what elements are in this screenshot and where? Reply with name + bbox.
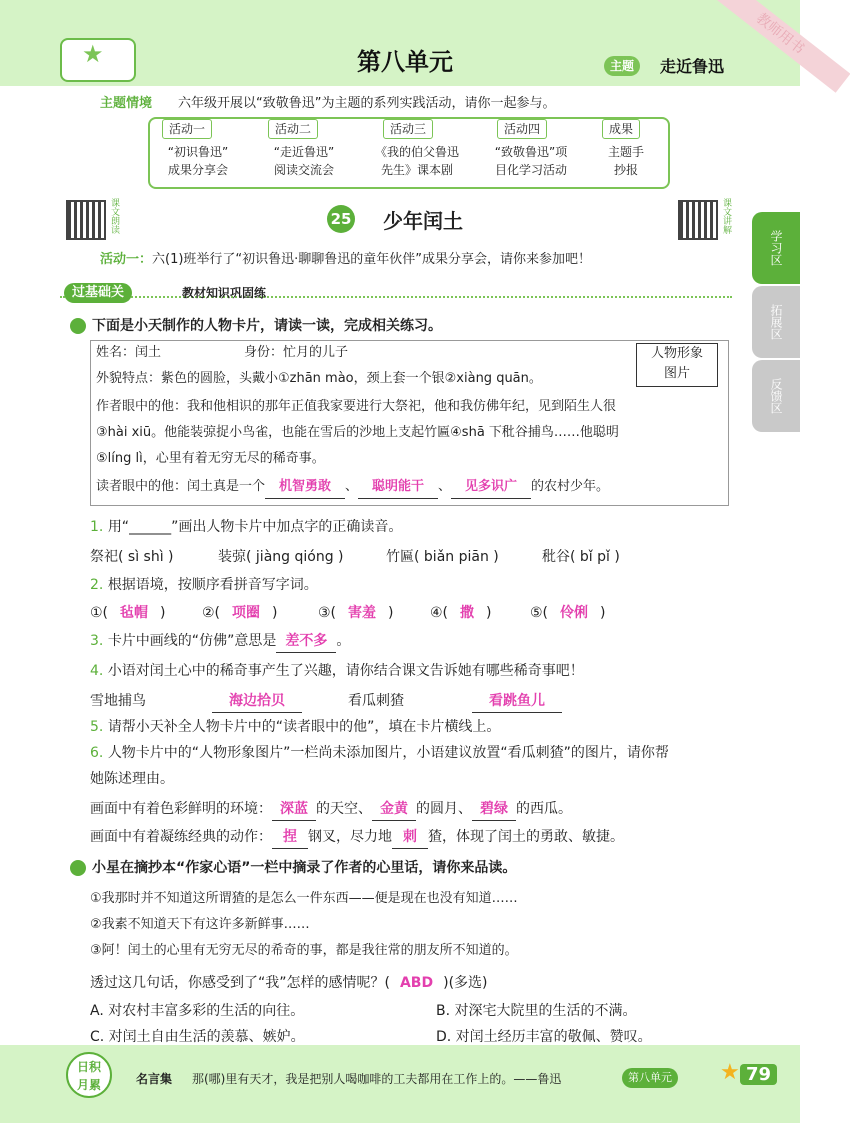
option-b: B. 对深宅大院里的生活的不满。 [436,1003,637,1019]
theme-intro-text: 六年级开展以“致敬鲁迅”为主题的系列实践活动，请你一起参与。 [178,96,556,111]
activity-desc: 主题手 抄报 [607,145,644,177]
activity-label: 成果 [602,119,640,139]
sub-q6: 6. 人物卡片中的“人物形象图片”一栏尚未添加图片，小语建议放置“看瓜刺猹”的图片，请你帮 [90,745,669,761]
corner-ribbon: 教师用书 [710,0,850,93]
question-marker-icon [70,860,86,876]
qr-caption: 课文朗读 [109,198,119,234]
example-label: 雪地捕鸟 [90,693,146,709]
sub-q2: 2. 根据语境，按顺序看拼音写字词。 [90,577,318,593]
quote-line: ①我那时并不知道这所谓猹的是怎么一件东西——便是现在也没有知道…… [90,891,518,906]
word-answer: ①( 毡帽 ) [90,605,166,621]
answer-text: ABD [399,975,434,991]
activity-desc: “初识鲁迅” 成果分享会 [167,145,229,177]
lesson-number: 25 [327,205,355,233]
sub-q1: 1. 用“______”画出人物卡片中加点字的正确读音。 [90,519,403,535]
answer-text: 海边拾贝 [212,690,302,713]
qr-caption: 课文讲解 [721,198,731,234]
activity-desc: “致敬鲁迅”项 目化学习活动 [494,145,568,177]
answer-text: 见多识广 [451,476,531,499]
answer-text: 聪明能干 [358,476,438,499]
footer-badge: 日积 月累 [66,1052,112,1098]
word-answer: ⑤( 伶俐 ) [530,605,606,621]
card-looks: 外貌特点：紫色的圆脸，头戴小①zhān mào，颈上套一个银②xiàng quān。 [96,371,542,386]
quote-line: ③阿！闰土的心里有无穷无尽的希奇的事，都是我往常的朋友所不知道的。 [90,943,518,958]
action-answer: 画面中有着凝练经典的动作： 捏 钢叉，尽力地 刺 猹，体现了闰土的勇敢、敏捷。 [90,826,624,849]
activity-label: 活动四 [497,119,547,139]
side-tab-feedback[interactable]: 反馈区 [752,360,800,432]
card-name: 姓名：闰土 [96,345,162,360]
pinyin-item: 秕谷( bǐ pǐ ) [542,549,620,565]
side-tab-extend[interactable]: 拓展区 [752,286,800,358]
card-reader-view: 读者眼中的他：闰土真是一个 机智勇敢 、 聪明能干 、 见多识广 的农村少年。 [96,476,609,499]
star-icon: ★ [720,1060,740,1085]
side-tab-study[interactable]: 学习区 [752,212,800,284]
card-identity: 身份：忙月的儿子 [244,345,349,360]
question-marker-icon [70,318,86,334]
page-number: 79 [740,1064,777,1085]
star-icon: ★ [82,40,104,68]
env-answer: 画面中有着色彩鲜明的环境： 深蓝 的天空、 金黄 的圆月、 碧绿 的西瓜。 [90,798,572,821]
example-label: 看瓜刺猹 [348,693,404,709]
option-d: D. 对闰土经历丰富的敬佩、赞叹。 [436,1029,652,1045]
pinyin-item: 装弶( jiàng qióng ) [218,549,344,565]
q1-title: 下面是小天制作的人物卡片，请读一读，完成相关练习。 [92,318,442,334]
quote-line: ②我素不知道天下有这许多新鲜事…… [90,917,310,932]
card-author-view: 作者眼中的他：我和他相识的那年正值我家要进行大祭祀，他和我仿佛年纪，见到陌生人很 [96,399,617,414]
qr-code-icon[interactable] [66,200,106,240]
card-image-placeholder: 人物形象 图片 [636,343,718,387]
footer-label: 名言集 [136,1072,173,1086]
card-author-view: ⑤líng lì，心里有着无穷无尽的稀奇事。 [96,451,325,466]
section-divider [60,296,732,298]
activity-label: 活动二 [268,119,318,139]
theme-badge: 主题 [604,56,640,76]
activity-intro: 活动一：六(1)班举行了“初识鲁迅·聊聊鲁迅的童年伙伴”成果分享会，请你来参加吧！ [100,252,592,267]
word-answer: ②( 项圈 ) [202,605,278,621]
card-author-view: ③hài xiū。他能装弶捉小鸟雀，也能在雪后的沙地上支起竹匾④shā 下秕谷捕鸟……他聪明 [96,425,619,440]
footer-unit: 第八单元 [622,1068,678,1088]
activity-desc: “走近鲁迅” 阅读交流会 [273,145,335,177]
option-a: A. 对农村丰富多彩的生活的向往。 [90,1003,305,1019]
lesson-title: 少年闰土 [383,209,463,233]
word-answer: ③( 害羞 ) [318,605,394,621]
answer-text: 看跳鱼儿 [472,690,562,713]
unit-title: 第八单元 [357,48,453,76]
sub-q5: 5. 请帮小天补全人物卡片中的“读者眼中的他”，填在卡片横线上。 [90,719,501,735]
section-badge: 过基础关 [64,283,132,303]
activity-label: 活动三 [383,119,433,139]
q2-title: 小星在摘抄本“作家心语”一栏中摘录了作者的心里话，请你来品读。 [92,860,517,876]
pinyin-item: 祭祀( sì shì ) [90,549,174,565]
sub-q6-cont: 她陈述理由。 [90,771,174,787]
footer-quote: 那(哪)里有天才，我是把别人喝咖啡的工夫都用在工作上的。——鲁迅 [192,1072,562,1086]
activity-label: 活动一 [162,119,212,139]
q2-question: 透过这几句话，你感受到了“我”怎样的感情呢？( ABD )(多选) [90,975,488,991]
word-answer: ④( 撒 ) [430,605,492,621]
theme-intro-label: 主题情境 [100,96,153,111]
pinyin-item: 竹匾( biǎn piān ) [386,549,499,565]
option-c: C. 对闰土自由生活的羡慕、嫉妒。 [90,1029,305,1045]
qr-code-icon[interactable] [678,200,718,240]
theme-name: 走近鲁迅 [660,57,725,76]
section-subtitle: 教材知识巩固练 [182,286,267,300]
activity-desc: 《我的伯父鲁迅 先生》课本剧 [374,145,459,177]
answer-text: 机智勇敢 [265,476,345,499]
sub-q4: 4. 小语对闰土心中的稀奇事产生了兴趣，请你结合课文告诉她有哪些稀奇事吧！ [90,663,584,679]
sub-q3: 3. 卡片中画线的“仿佛”意思是 差不多 。 [90,630,350,653]
